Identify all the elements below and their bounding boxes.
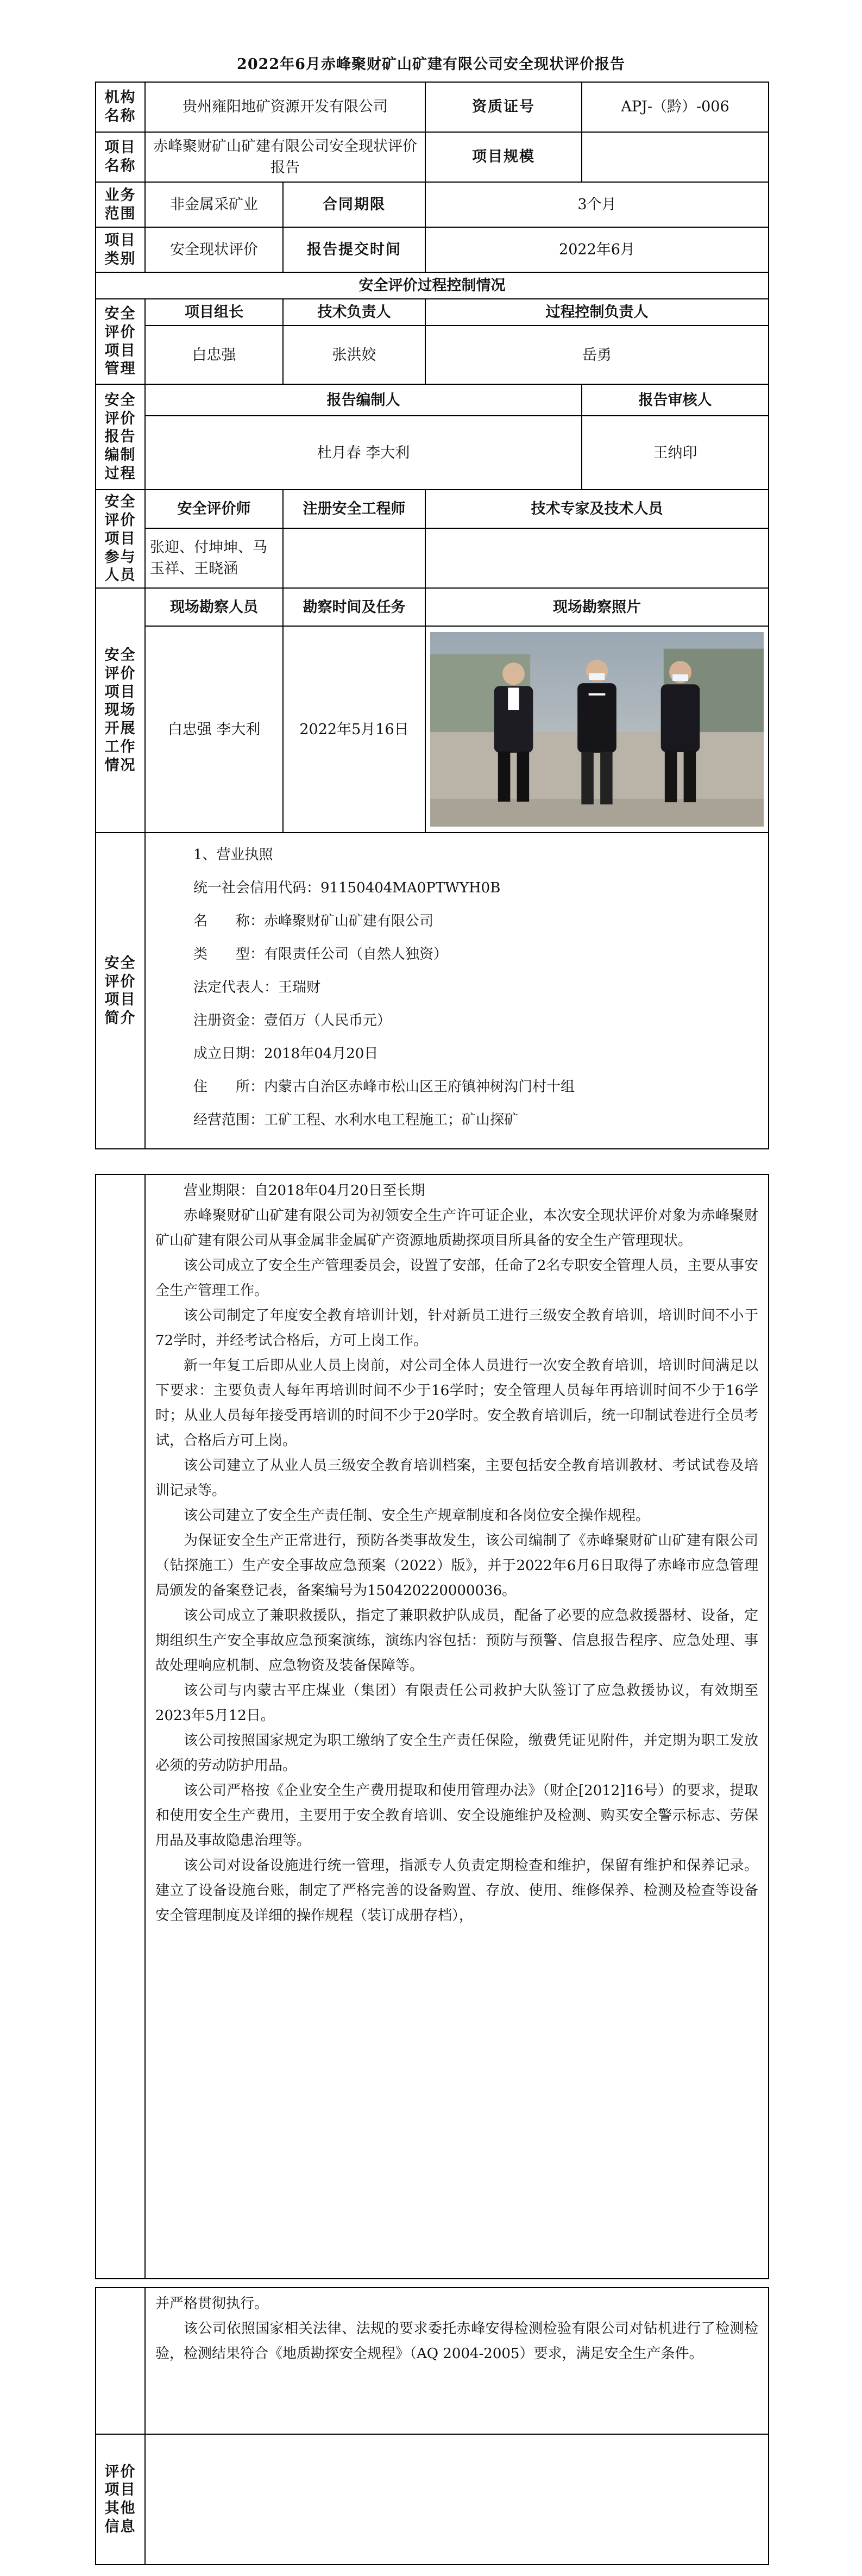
continuation-label-cell [96,1174,145,2279]
evaluator-header: 安全评价师 [145,490,283,528]
content-paragraph: 该公司建立了安全生产责任制、安全生产规章制度和各岗位安全操作规程。 [184,1508,650,1524]
business-scope-value: 非金属采矿业 [145,182,283,227]
compiler-header: 报告编制人 [145,384,582,416]
content-paragraph: 该公司对设备设施进行统一管理，指派专人负责定期检查和维护，保留有维护和保养记录。建立了设备设施台账，制定了严格完善的设备购置、存放、使用、维修保养、检测及检查等设备安全管理制度及详细的操作规程（装订成册存档）， [155,1858,758,1924]
org-label: 机构名称 [96,82,145,132]
tech-lead-header: 技术负责人 [283,299,425,326]
experts-value [425,528,769,588]
site-work-label: 安全评价项目现场开展工作情况 [96,588,145,833]
content-paragraph: 该公司成立了安全生产管理委员会，设置了安部，任命了2名专职安全管理人员，主要从事安全生产管理工作。 [155,1258,758,1299]
report-info-table [95,82,769,1149]
project-intro-content [145,833,769,1149]
safety-engineer-header: 注册安全工程师 [283,490,425,528]
project-category-label: 项目类别 [96,227,145,272]
reviewer-header: 报告审核人 [582,384,769,416]
content-paragraph: 该公司严格按《企业安全生产费用提取和使用管理办法》（财企[2012]16号）的要求，提取和使用安全生产费用，主要用于安全教育培训、安全设施维护及检测、购买安全警示标志、劳保用品及事故隐患治理等。 [155,1783,758,1849]
project-scale-value [582,132,769,182]
project-intro-label: 安全评价项目简介 [96,833,145,1149]
intro-line: 注册资金：壹佰万（人民币元） [193,1012,392,1029]
final-first-line: 并严格贯彻执行。 [155,2296,269,2312]
surveyor-header: 现场勘察人员 [145,588,283,626]
other-info-value [145,2434,769,2565]
other-info-label: 评价项目其他信息 [96,2434,145,2565]
content-paragraph: 该公司制定了年度安全教育培训计划，针对新员工进行三级安全教育培训，培训时间不小于72学时，并经考试合格后，方可上岗工作。 [155,1308,758,1349]
cert-value: APJ-（黔）-006 [582,82,769,132]
process-lead-value: 岳勇 [425,326,769,384]
team-leader-value: 白忠强 [145,326,283,384]
intro-line: 经营范围：工矿工程、水利水电工程施工；矿山探矿 [193,1112,519,1129]
continuation-paragraphs [155,1203,758,1928]
evaluator-value: 张迎、付坤坤、马玉祥、王晓涵 [145,528,283,588]
intro-line: 名 称：赤峰聚财矿山矿建有限公司 [193,913,434,930]
survey-photo-cell [425,626,769,833]
content-paragraph: 该公司建立了从业人员三级安全教育培训档案，主要包括安全教育培训教材、考试试卷及培训记录等。 [155,1458,758,1499]
submit-date-label: 报告提交时间 [283,227,425,272]
surveyor-value: 白忠强 李大利 [145,626,283,833]
project-scale-label: 项目规模 [425,132,582,182]
project-name-label: 项目名称 [96,132,145,182]
continuation-table [95,1174,769,2279]
business-scope-label: 业务范围 [96,182,145,227]
content-paragraph: 该公司成立了兼职救援队，指定了兼职救护队成员，配备了必要的应急救援器材、设备，定期组织生产安全事故应急预案演练，演练内容包括：预防与预警、信息报告程序、应急处理、事故处理响应机制、应急物资及装备保障等。 [155,1608,758,1674]
project-name-value: 赤峰聚财矿山矿建有限公司安全现状评价报告 [145,132,425,182]
intro-line: 统一社会信用代码：91150404MA0PTWYH0B [193,880,501,897]
contract-period-value: 3个月 [425,182,769,227]
intro-lines [155,839,758,1137]
management-label: 安全评价项目管理 [96,299,145,384]
process-lead-header: 过程控制负责人 [425,299,769,326]
cert-label: 资质证号 [425,82,582,132]
intro-line: 类 型：有限责任公司（自然人独资） [193,946,448,963]
survey-time-value: 2022年5月16日 [283,626,425,833]
intro-line: 住 所：内蒙古自治区赤峰市松山区王府镇神树沟门村十组 [193,1079,575,1096]
content-paragraph: 该公司与内蒙古平庄煤业（集团）有限责任公司救护大队签订了应急救援协议，有效期至2023年5月12日。 [155,1683,758,1724]
team-leader-header: 项目组长 [145,299,283,326]
experts-header: 技术专家及技术人员 [425,490,769,528]
final-label-cell [96,2287,145,2434]
content-paragraph: 为保证安全生产正常进行，预防各类事故发生，该公司编制了《赤峰聚财矿山矿建有限公司（钻探施工）生产安全事故应急预案（2022）版》，并于2022年6月6日取得了赤峰市应急管理局颁发的备案登记表，备案编号为150420220000036。 [155,1533,758,1599]
business-term-line: 营业期限：自2018年04月20日至长期 [184,1183,425,1199]
survey-photo-header: 现场勘察照片 [425,588,769,626]
participants-label: 安全评价项目参与人员 [96,490,145,588]
site-survey-photo [430,632,764,827]
final-paragraph: 该公司依照国家相关法律、法规的要求委托赤峰安得检测检验有限公司对钻机进行了检测检验，检测结果符合《地质勘探安全规程》（AQ 2004-2005）要求，满足安全生产条件。 [155,2321,758,2362]
tech-lead-value: 张洪姣 [283,326,425,384]
submit-date-value: 2022年6月 [425,227,769,272]
final-table [95,2287,769,2565]
project-category-value: 安全现状评价 [145,227,283,272]
final-content [145,2287,769,2434]
compilation-label: 安全评价报告编制过程 [96,384,145,490]
document-title: 2022年6月赤峰聚财矿山矿建有限公司安全现状评价报告 [237,56,625,73]
org-value: 贵州雍阳地矿资源开发有限公司 [145,82,425,132]
intro-line: 1、营业执照 [193,847,273,864]
content-paragraph: 新一年复工后即从业人员上岗前，对公司全体人员进行一次安全教育培训，培训时间满足以下要求：主要负责人每年再培训时间不少于16学时；安全管理人员每年再培训时间不少于16学时；从业人员每年接受再培训的时间不少于20学时。安全教育培训后，统一印制试卷进行全员考试，合格后方可上岗。 [155,1358,758,1449]
reviewer-value: 王纳印 [582,416,769,490]
continuation-content [145,1174,769,2279]
survey-time-header: 勘察时间及任务 [283,588,425,626]
content-paragraph: 赤峰聚财矿山矿建有限公司为初领安全生产许可证企业，本次安全现状评价对象为赤峰聚财矿山矿建有限公司从事金属非金属矿产资源地质勘探项目所具备的安全生产管理现状。 [155,1208,758,1249]
compiler-value: 杜月春 李大利 [145,416,582,490]
process-control-header: 安全评价过程控制情况 [96,272,769,299]
content-paragraph: 该公司按照国家规定为职工缴纳了安全生产责任保险，缴费凭证见附件，并定期为职工发放必须的劳动防护用品。 [155,1733,758,1774]
intro-line: 成立日期：2018年04月20日 [193,1046,379,1062]
contract-period-label: 合同期限 [283,182,425,227]
safety-engineer-value [283,528,425,588]
intro-line: 法定代表人：王瑞财 [193,979,321,996]
